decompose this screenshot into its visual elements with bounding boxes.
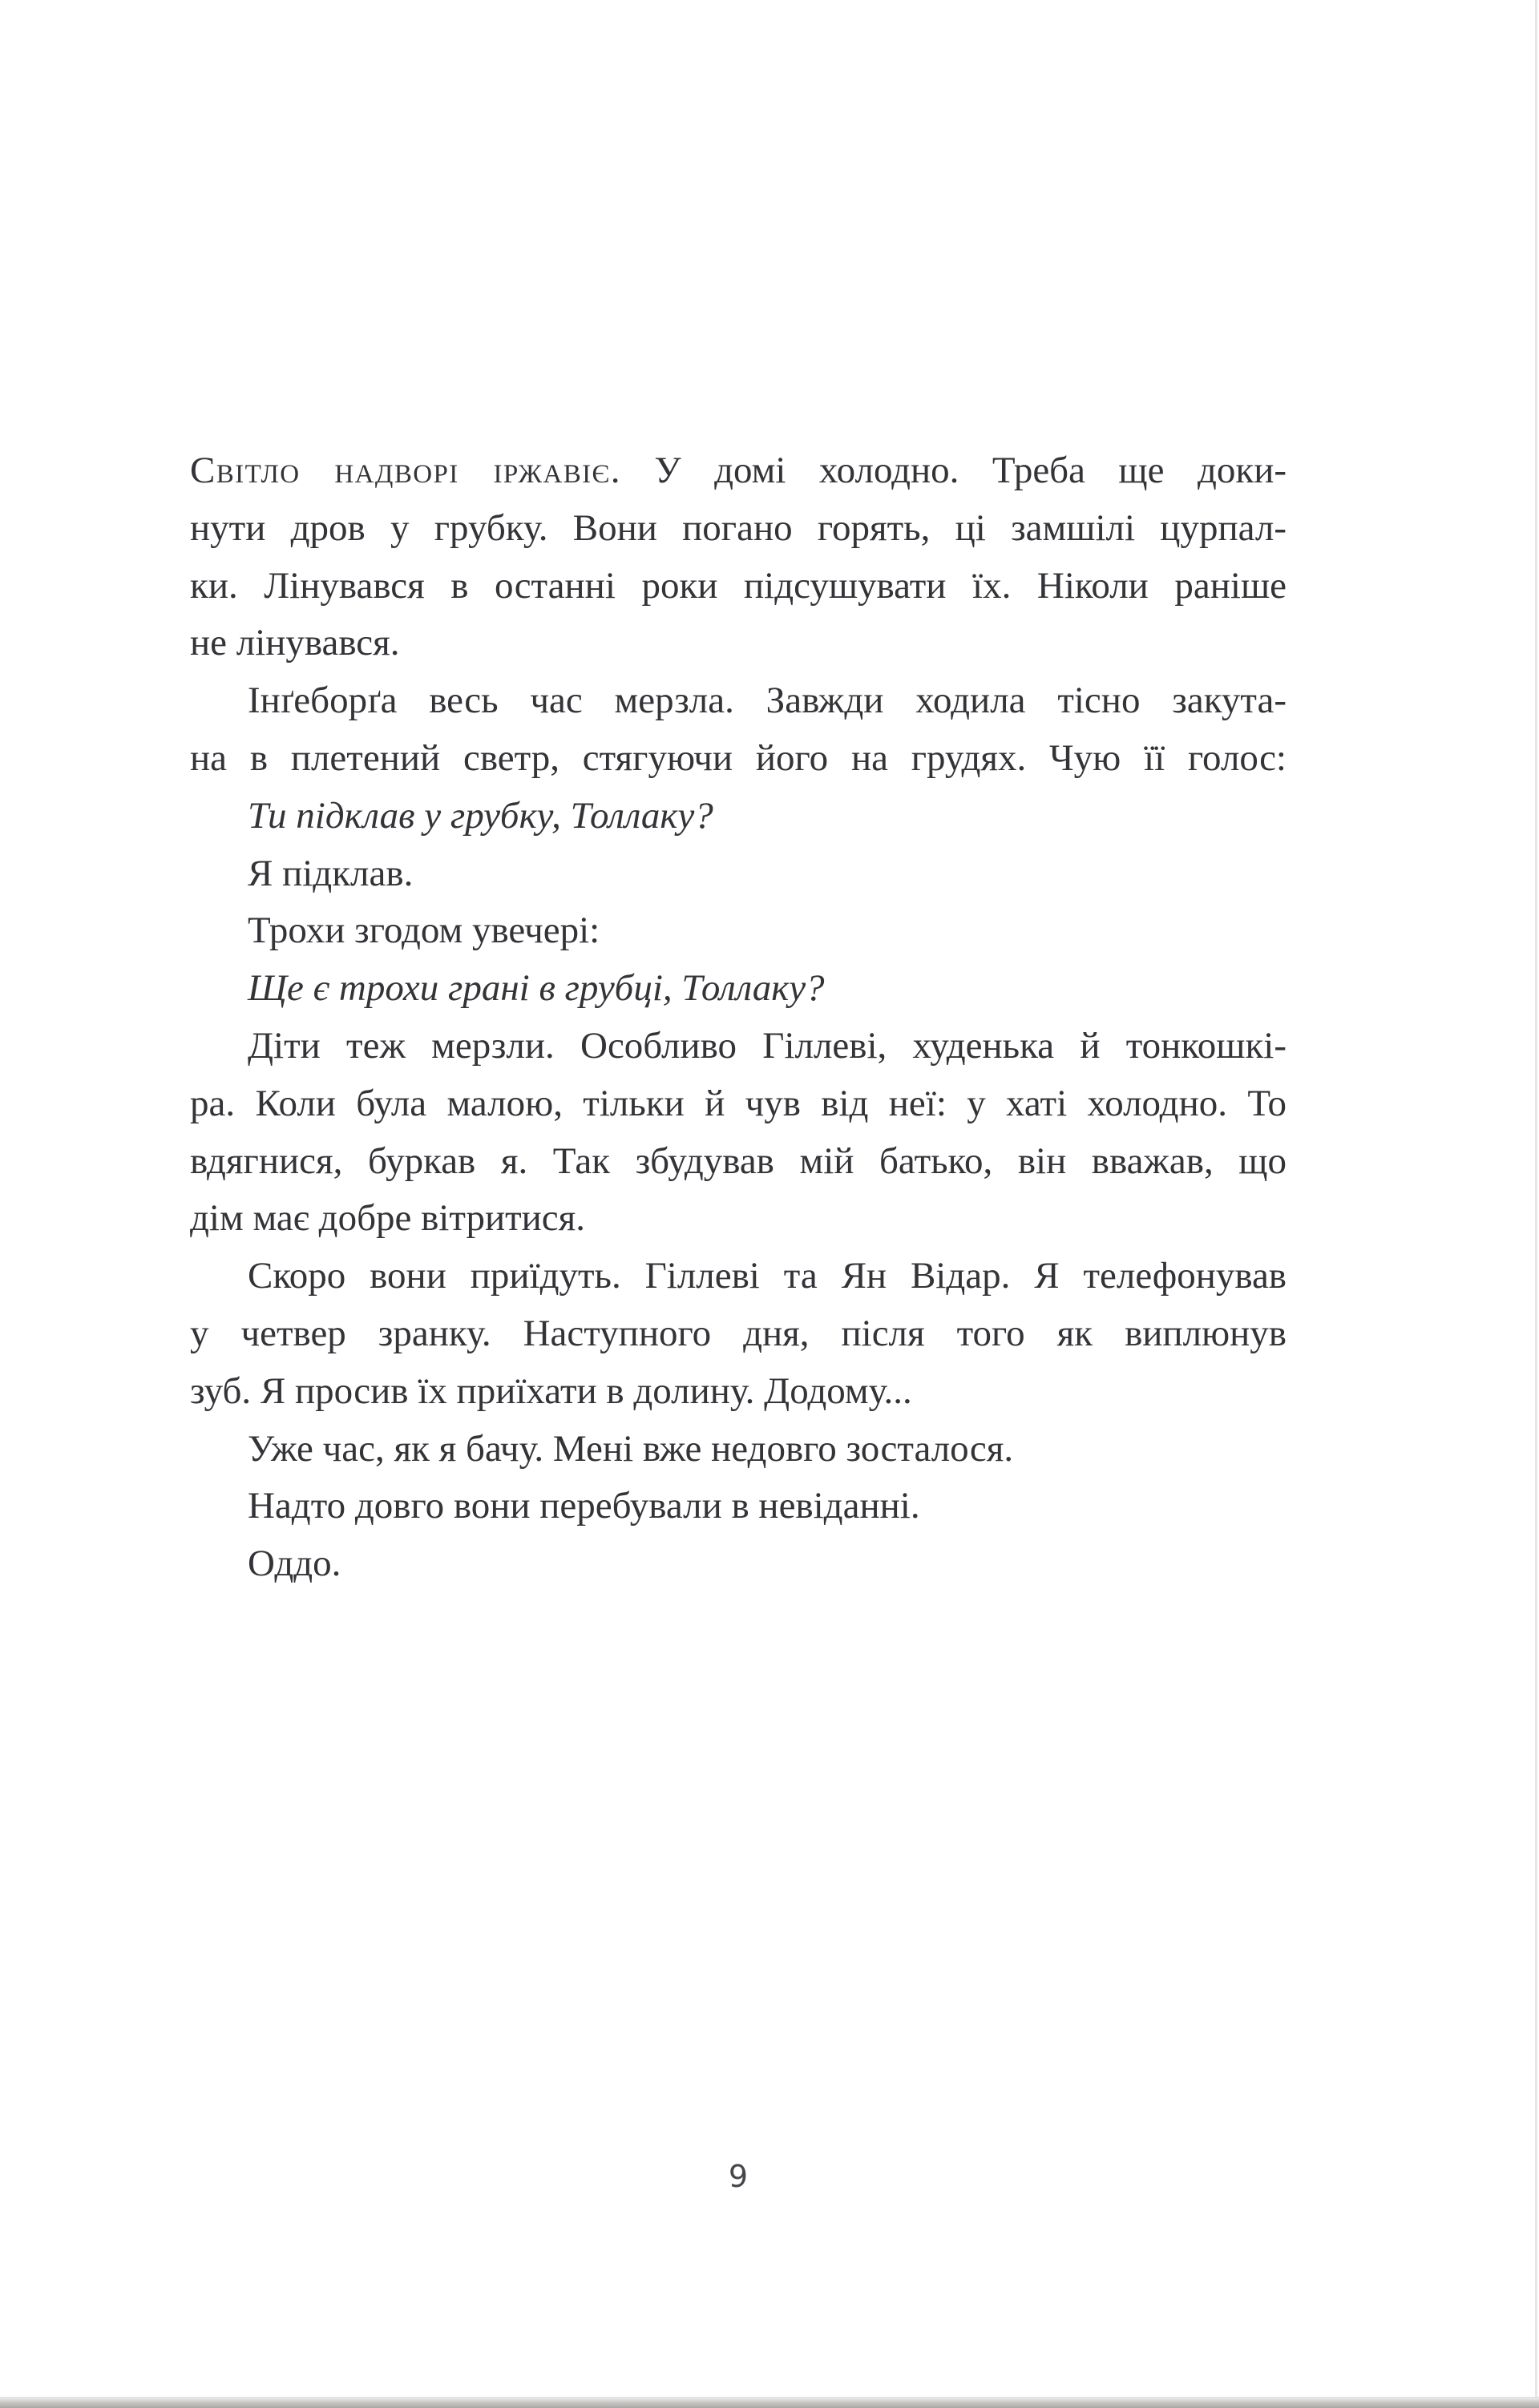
text-line (190, 442, 1287, 500)
text-line: дім має добре вітритися. (190, 1197, 586, 1240)
text-line: Інґеборґа весь час мерзла. Завжди ходила тісно закута- (248, 680, 1287, 722)
scan-edge-bar (0, 2397, 1539, 2408)
text-line: нути дров у грубку. Вони погано горять, ці замшілі цурпал- (190, 506, 1287, 549)
text-line: Уже час, як я бачу. Мені вже недовго зосталося. (248, 1427, 1014, 1470)
page-edge-line (1535, 0, 1537, 2398)
text-line-italic: Ще є трохи грані в грубці, Толлаку? (248, 967, 825, 1010)
text-line: Трохи згодом увечері: (248, 910, 600, 952)
text-line: ки. Лінувався в останні роки підсушувати їх. Ніколи раніше (190, 564, 1287, 607)
text-line: Діти теж мерзли. Особливо Гіллеві, худенька й тонкошкі- (248, 1024, 1287, 1067)
text-line: вдягнися, буркав я. Так збудував мій батько, він вважав, що (190, 1139, 1287, 1182)
text-line: Оддо. (248, 1543, 341, 1585)
text-line: Я підклав. (248, 852, 414, 894)
text-line: зуб. Я просив їх приїхати в долину. Додому... (190, 1369, 912, 1412)
lead-small-caps: Світло надворі іржавіє. (190, 450, 621, 491)
text-line: не лінувався. (190, 622, 400, 664)
text-line: Скоро вони приїдуть. Гіллеві та Ян Відар. Я телефонував (248, 1255, 1287, 1297)
text-line-rest: У домі холодно. Треба ще доки- (620, 450, 1287, 491)
page-number: 9 (728, 2159, 749, 2194)
text-line: у четвер зранку. Наступного дня, після того як виплюнув (190, 1312, 1287, 1354)
body-text-block (190, 442, 1287, 1593)
text-line: ра. Коли була малою, тільки й чув від неї: у хаті холодно. То (190, 1082, 1287, 1124)
text-line: на в плетений светр, стягуючи його на грудях. Чую її голос: (190, 736, 1287, 779)
text-line: Надто довго вони перебували в невіданні. (248, 1485, 920, 1527)
text-line-italic: Ти підклав у грубку, Толлаку? (248, 794, 713, 837)
